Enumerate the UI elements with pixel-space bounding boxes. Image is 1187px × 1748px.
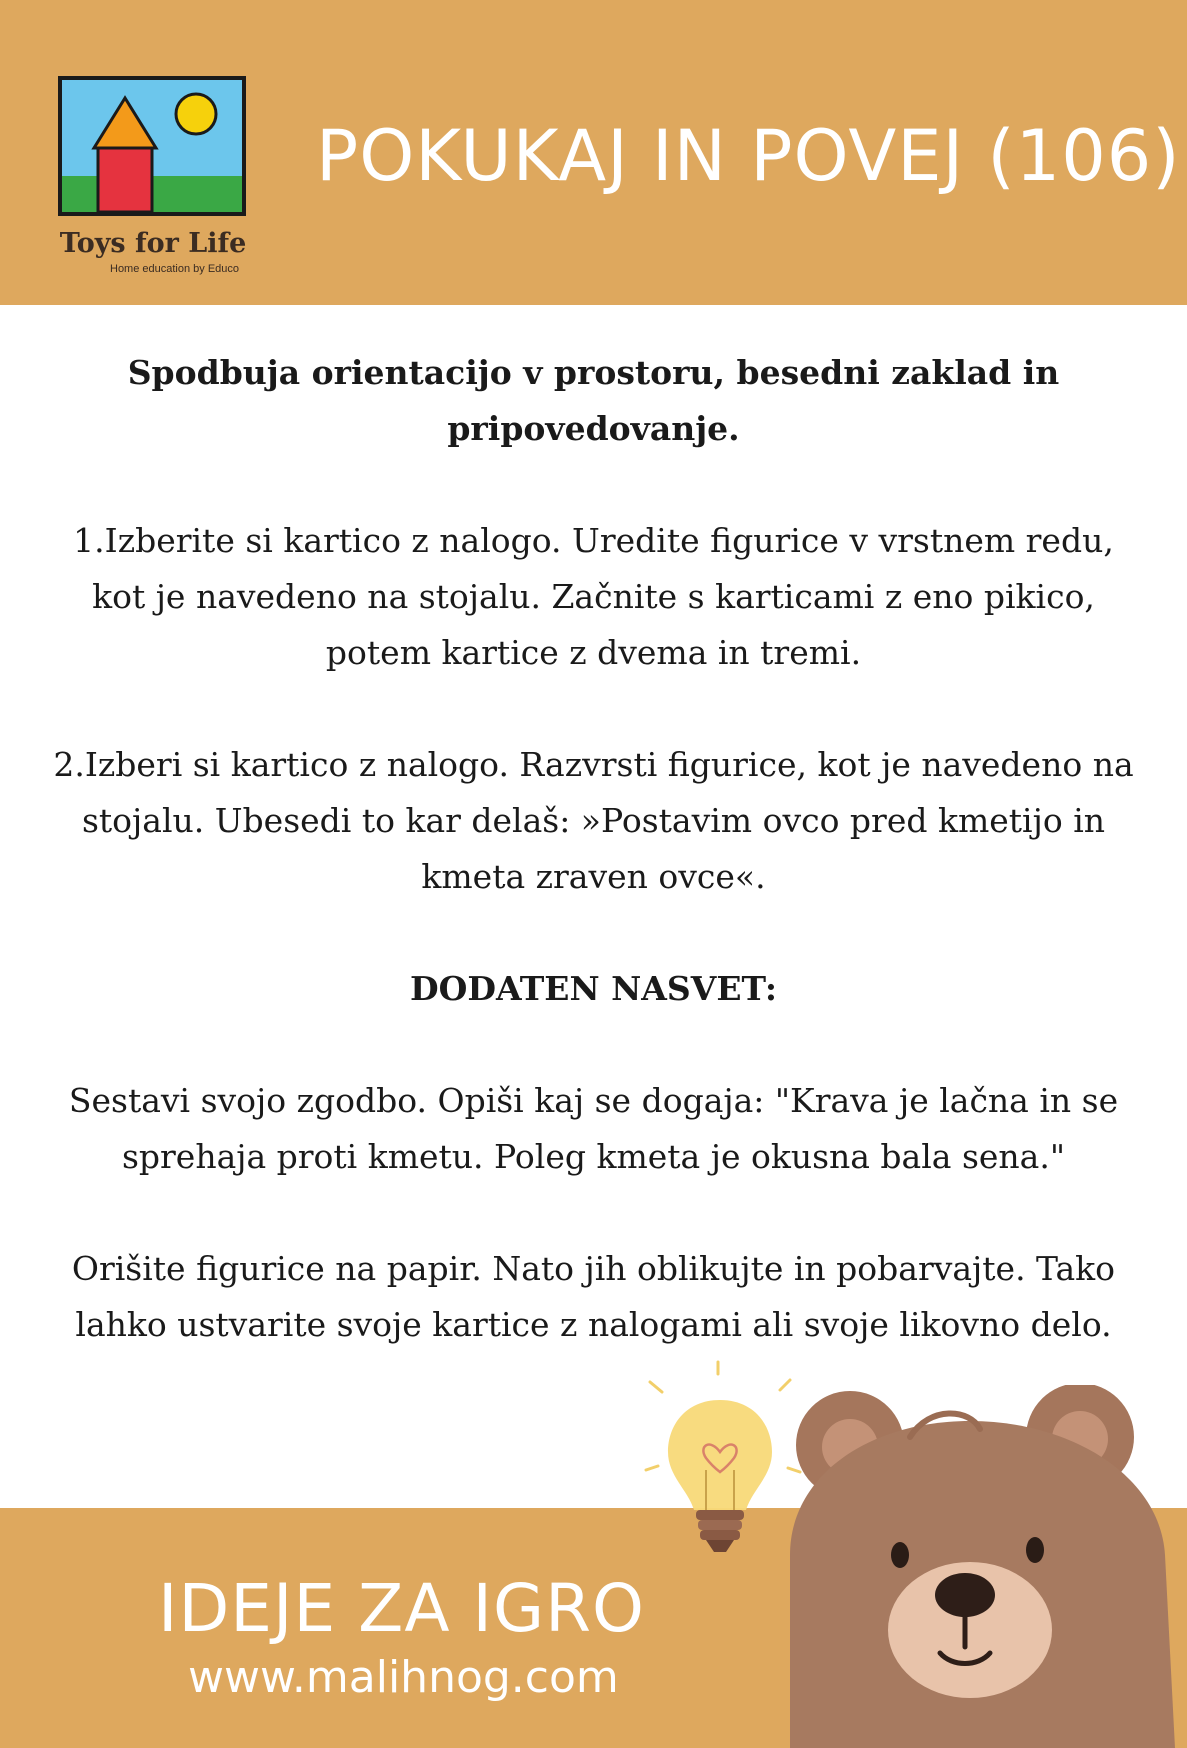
toys-for-life-logo <box>58 76 246 216</box>
instructions-body <box>50 345 1137 1353</box>
brand-tagline: Home education by Educo <box>110 263 240 275</box>
bear-illustration <box>780 1385 1187 1748</box>
page-title: POKUKAJ IN POVEJ (106) <box>316 115 1181 197</box>
tip-heading: DODATEN NASVET: <box>409 969 778 1008</box>
tip-1-text: Sestavi svojo zgodbo. Opiši kaj se dogaja: "Krava je lačna in se sprehaja proti kmetu. Poleg kmeta je okusna bala sena." <box>68 1081 1119 1176</box>
tip-2-text: Orišite figurice na papir. Nato jih oblikujte in pobarvajte. Tako lahko ustvarite svoje kartice z nalogami ali svoje likovno delo. <box>71 1249 1116 1344</box>
website-url: www.malihnog.com <box>188 1652 619 1703</box>
step-1-text: 1.Izberite si kartico z nalogo. Uredite figurice v vrstnem redu, kot je navedeno na stojalu. Začnite s karticami z eno pikico, potem kartice z dvema in tremi. <box>73 521 1114 672</box>
footer-title: IDEJE ZA IGRO <box>158 1570 645 1647</box>
step-2-text: 2.Izberi si kartico z nalogo. Razvrsti figurice, kot je navedeno na stojalu. Ubesedi to kar delaš: »Postavim ovco pred kmetijo in kmeta zraven ovce«. <box>53 745 1134 896</box>
intro-text: Spodbuja orientacijo v prostoru, besedni zaklad in pripovedovanje. <box>127 353 1060 448</box>
brand-name: Toys for Life <box>59 228 247 259</box>
